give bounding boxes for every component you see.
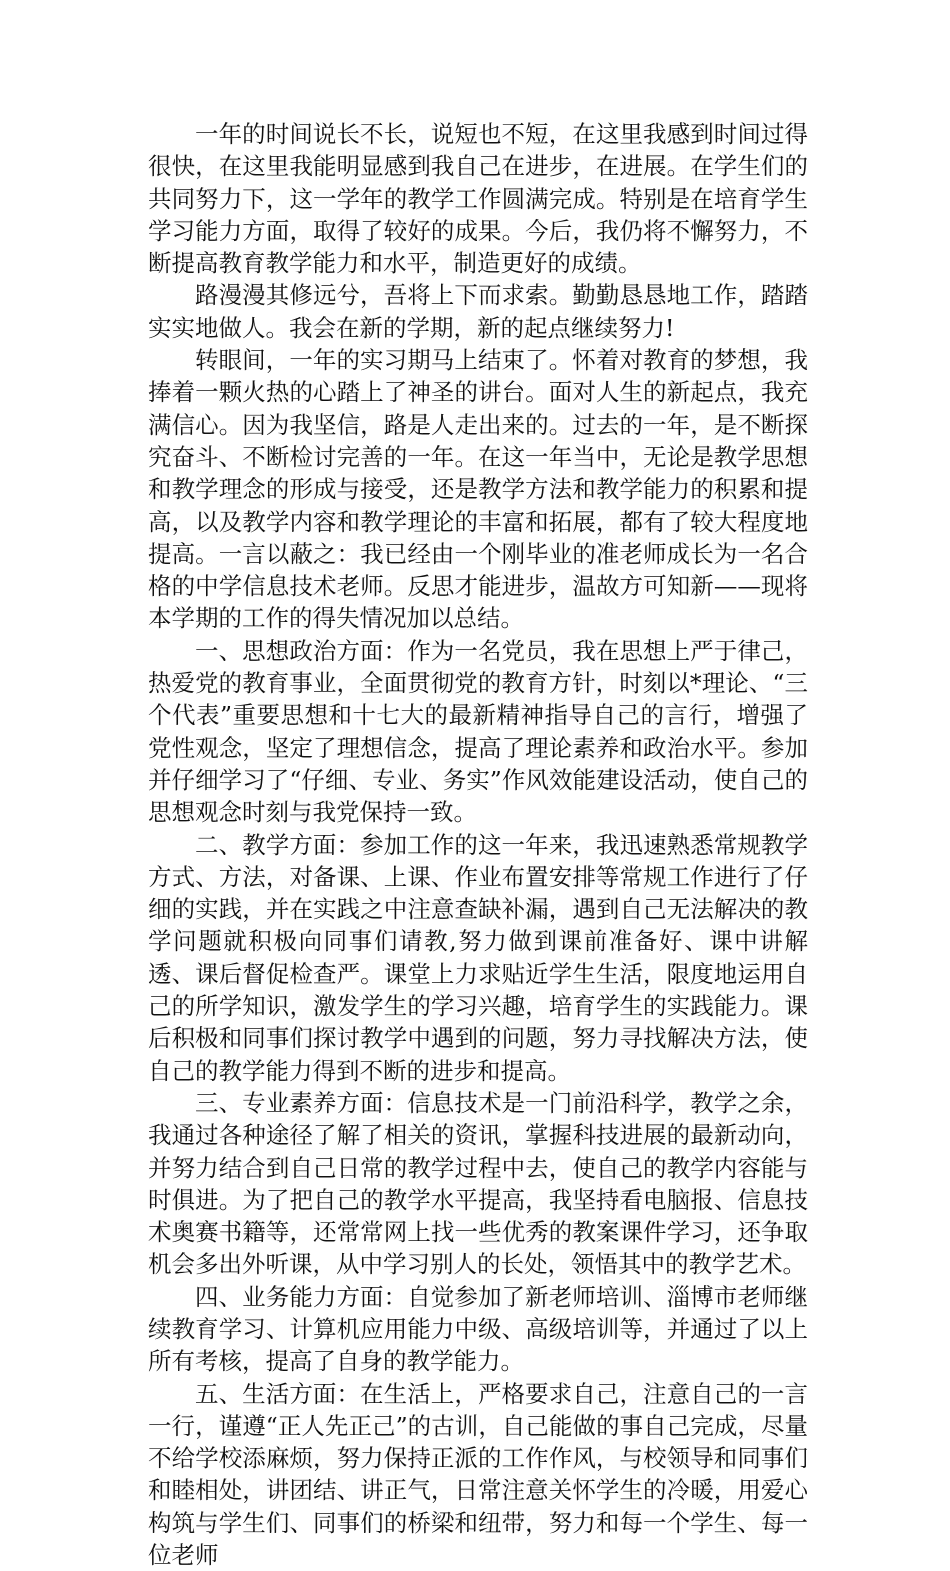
document-body (148, 118, 808, 1571)
paragraph-4: 一、思想政治方面：作为一名党员，我在思想上严于律己，热爱党的教育事业，全面贯彻党的教育方针，时刻以*理论、“三个代表”重要思想和十七大的最新精神指导自己的言行，增强了党性观念，坚定了理想信念，提高了理论素养和政治水平。参加并仔细学习了“仔细、专业、务实”作风效能建设活动，使自己的思想观念时刻与我党保持一致。 (148, 636, 808, 827)
paragraph-6: 三、专业素养方面：信息技术是一门前沿科学，教学之余，我通过各种途径了解了相关的资讯，掌握科技进展的最新动向，并努力结合到自己日常的教学过程中去，使自己的教学内容能与时俱进。为了把自己的教学水平提高，我坚持看电脑报、信息技术奥赛书籍等，还常常网上找一些优秀的教案课件学习，还争取机会多出外听课，从中学习别人的长处，领悟其中的教学艺术。 (148, 1088, 808, 1279)
paragraph-3: 转眼间，一年的实习期马上结束了。怀着对教育的梦想，我捧着一颗火热的心踏上了神圣的讲台。面对人生的新起点，我充满信心。因为我坚信，路是人走出来的。过去的一年，是不断探究奋斗、不断检讨完善的一年。在这一年当中，无论是教学思想和教学理念的形成与接受，还是教学方法和教学能力的积累和提高，以及教学内容和教学理论的丰富和拓展，都有了较大程度地提高。一言以蔽之：我已经由一个刚毕业的准老师成长为一名合格的中学信息技术老师。反思才能进步，温故方可知新——现将本学期的工作的得失情况加以总结。 (148, 346, 808, 633)
paragraph-1: 一年的时间说长不长，说短也不短，在这里我感到时间过得很快，在这里我能明显感到我自己在进步，在进展。在学生们的共同努力下，这一学年的教学工作圆满完成。特别是在培育学生学习能力方面，取得了较好的成果。今后，我仍将不懈努力，不断提高教育教学能力和水平，制造更好的成绩。 (148, 120, 808, 278)
paragraph-2: 路漫漫其修远兮，吾将上下而求索。勤勤恳恳地工作，踏踏实实地做人。我会在新的学期，新的起点继续努力! (148, 281, 808, 342)
paragraph-7: 四、业务能力方面：自觉参加了新老师培训、淄博市老师继续教育学习、计算机应用能力中级、高级培训等，并通过了以上所有考核，提高了自身的教学能力。 (148, 1282, 808, 1376)
paragraph-5: 二、教学方面：参加工作的这一年来，我迅速熟悉常规教学方式、方法，对备课、上课、作业布置安排等常规工作进行了仔细的实践，并在实践之中注意查缺补漏，遇到自己无法解决的教学问题就积极向同事们请教,努力做到课前准备好、课中讲解透、课后督促检查严。课堂上力求贴近学生生活，限度地运用自己的所学知识，激发学生的学习兴趣，培育学生的实践能力。课后积极和同事们探讨教学中遇到的问题，努力寻找解决方法，使自己的教学能力得到不断的进步和提高。 (148, 830, 808, 1085)
paragraph-8: 五、生活方面：在生活上，严格要求自己，注意自己的一言一行，谨遵“正人先正己”的古训，自己能做的事自己完成，尽量不给学校添麻烦，努力保持正派的工作作风，与校领导和同事们和睦相处，讲团结、讲正气，日常注意关怀学生的冷暖，用爱心构筑与学生们、同事们的桥梁和纽带，努力和每一个学生、每一位老师 (148, 1379, 808, 1570)
